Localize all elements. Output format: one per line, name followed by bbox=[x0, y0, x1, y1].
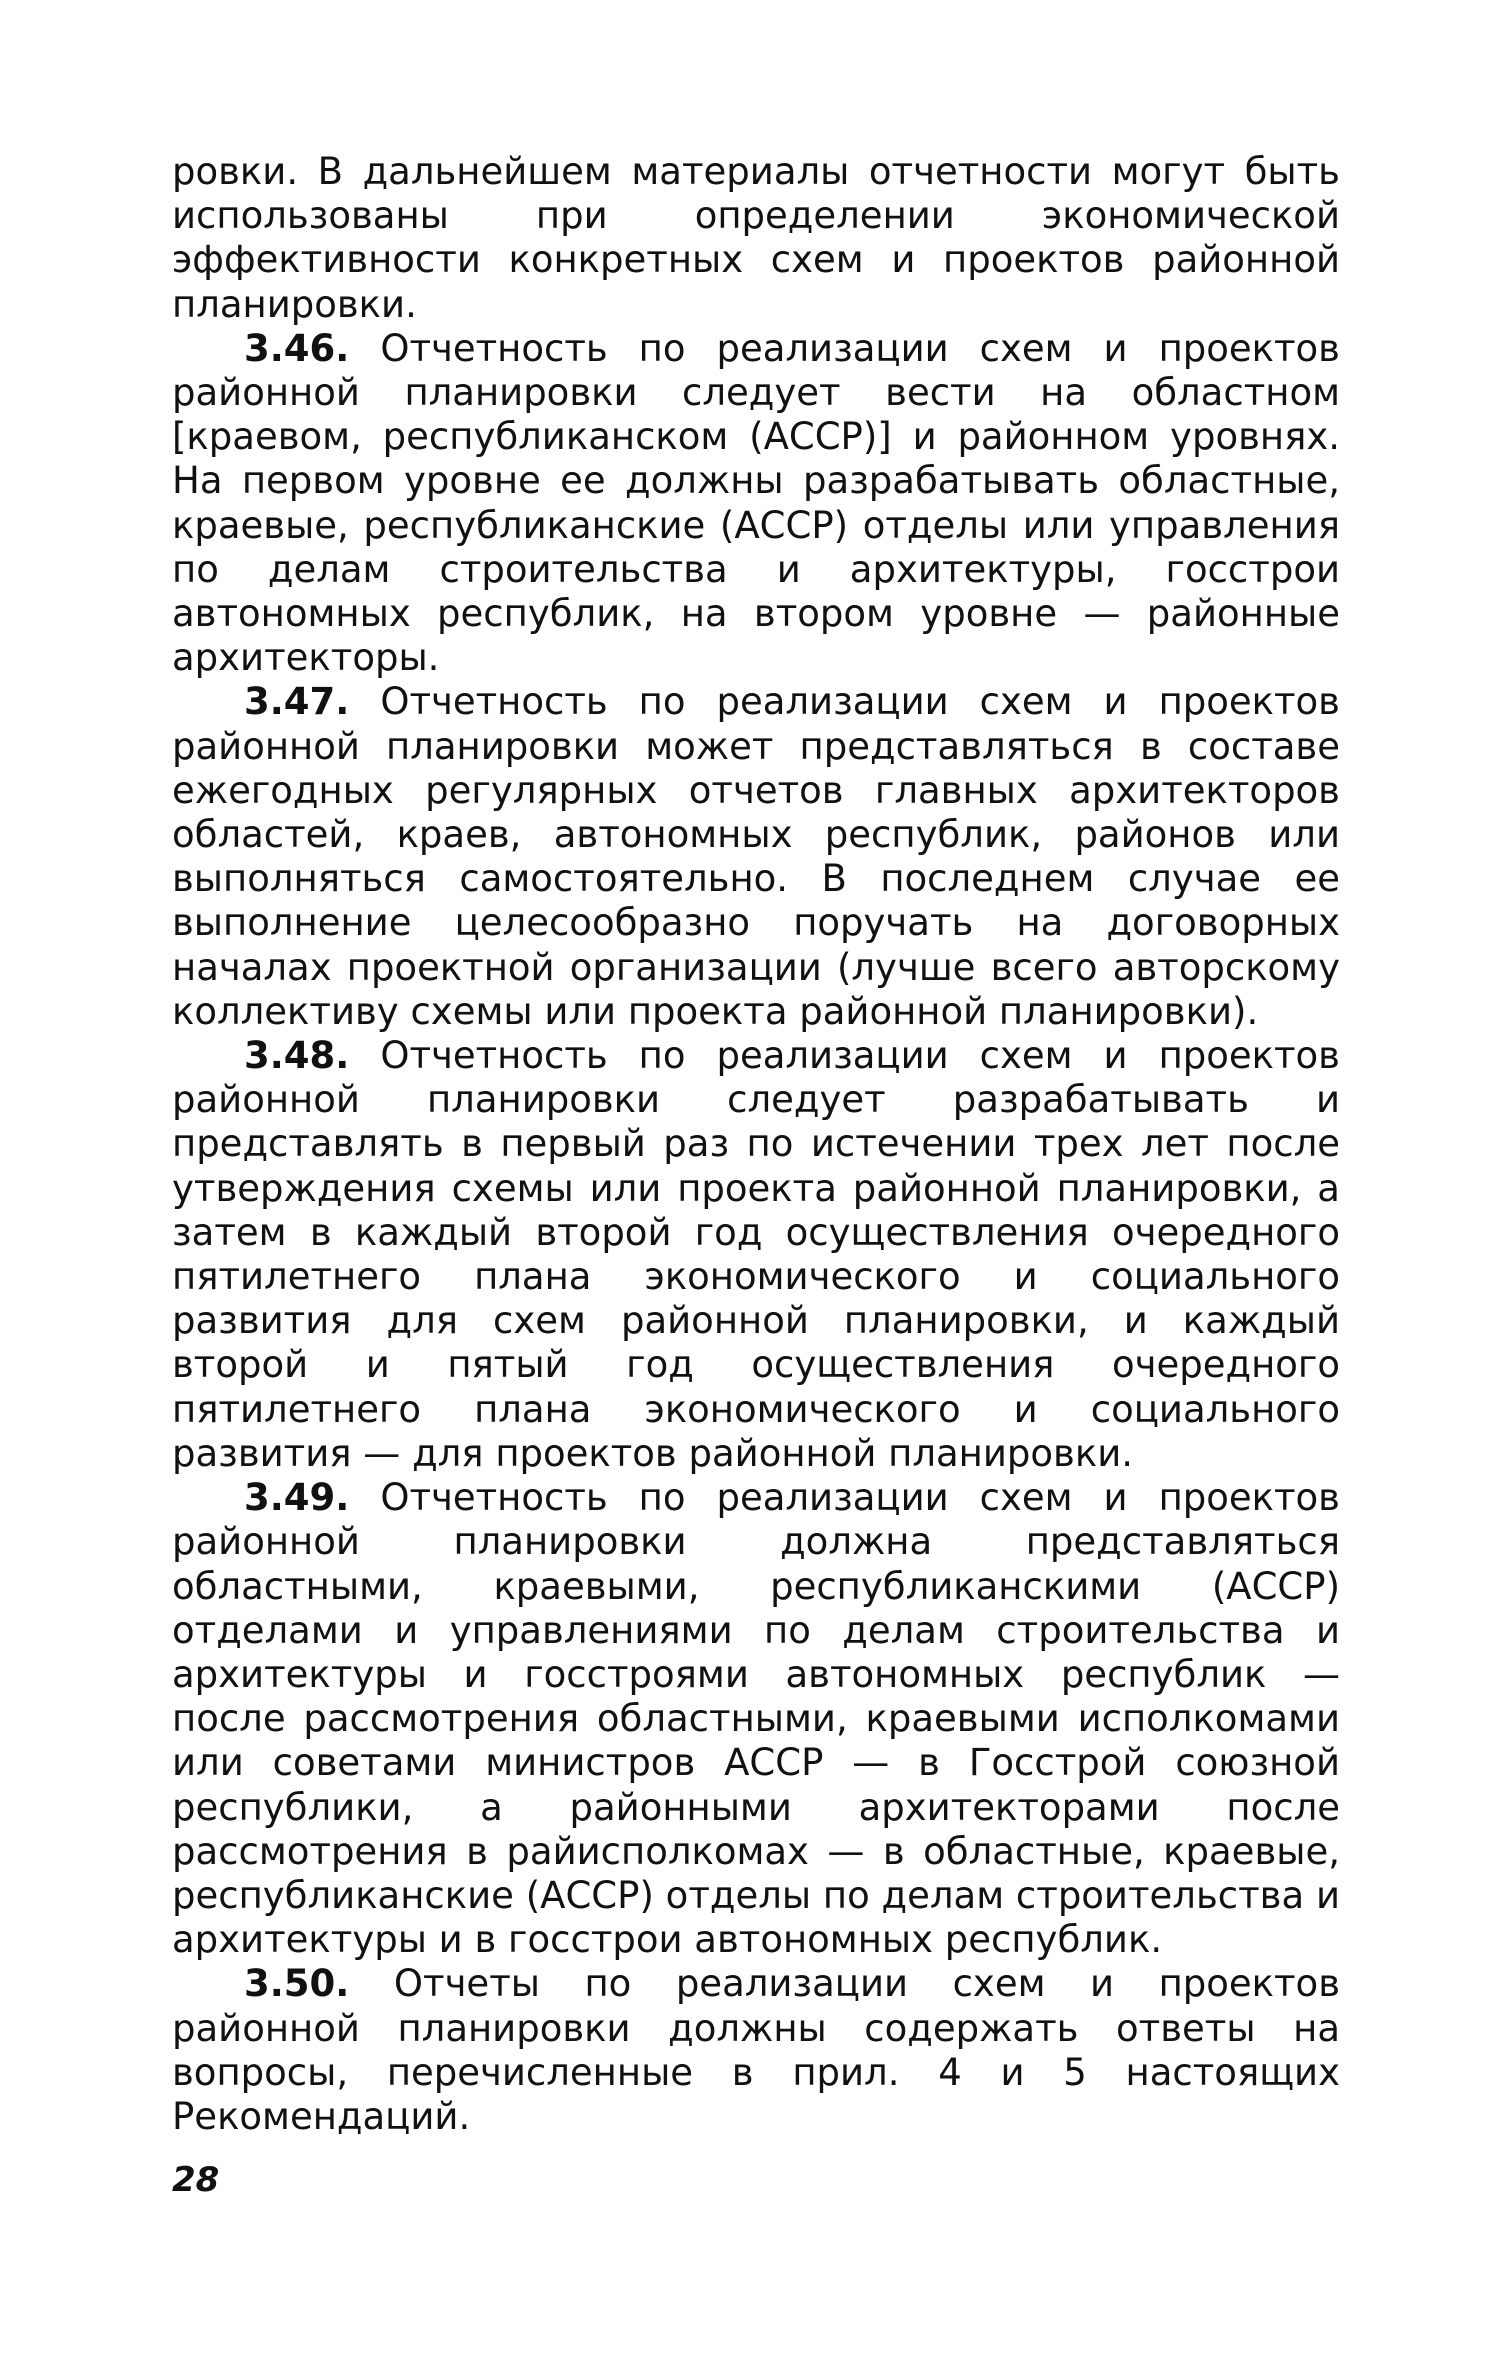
paragraph-text: Отчетность по реализации схем и проектов районной планировки следует разрабатывать и представлять в первый раз по истечении трех лет после утверждения схемы или проекта районной планировки, а затем в каждый второй год осуществления очередного пятилетнего плана экономического и социального развития для схем районной планировки, и каждый второй и пятый год осуществления очередного пятилетнего плана экономического и социального развития — для проектов районной планировки. bbox=[172, 1034, 1340, 1475]
intro-text: ровки. В дальнейшем материалы отчетности могут быть использованы при определении экономической эффективности конкретных схем и проектов районной планировки. bbox=[172, 150, 1340, 326]
paragraph-3-46 bbox=[172, 327, 1340, 681]
paragraph-number: 3.47. bbox=[244, 680, 350, 724]
paragraph-text: Отчетность по реализации схем и проектов районной планировки может представляться в составе ежегодных регулярных отчетов главных архитекторов областей, краев, автономных республик, районов или выполняться самостоятельно. В последнем случае ее выполнение целесообразно поручать на договорных началах проектной организации (лучше всего авторскому коллективу схемы или проекта районной планировки). bbox=[172, 680, 1340, 1033]
paragraph-text: Отчетность по реализации схем и проектов районной планировки следует вести на областном [краевом, республиканском (АССР)] и районном уровнях. На первом уровне ее должны разрабатывать областные, краевые, республиканские (АССР) отделы или управления по делам строительства и архитектуры, госстрои автономных республик, на втором уровне — районные архитекторы. bbox=[172, 326, 1340, 680]
paragraph-text: Отчеты по реализации схем и проектов районной планировки должны содержать ответы на вопросы, перечисленные в прил. 4 и 5 настоящих Рекомендаций. bbox=[172, 1962, 1340, 2138]
paragraph-text: Отчетность по реализации схем и проектов районной планировки должна представляться областными, краевыми, республиканскими (АССР) отделами и управлениями по делам строительства и архитектуры и госстроями автономных республик — после рассмотрения областными, краевыми исполкомами или советами министров АССР — в Госстрой союзной республики, а районными архитекторами после рассмотрения в райисполкомах — в областные, краевые, республиканские (АССР) отделы по делам строительства и архитектуры и в госстрои автономных республик. bbox=[172, 1476, 1340, 1962]
paragraph-3-47 bbox=[172, 680, 1340, 1034]
document-body bbox=[172, 150, 1340, 2139]
page-number: 28 bbox=[172, 2160, 220, 2200]
paragraph-number: 3.48. bbox=[244, 1034, 350, 1078]
intro-paragraph bbox=[172, 150, 1340, 327]
paragraph-3-49 bbox=[172, 1476, 1340, 1962]
paragraph-number: 3.49. bbox=[244, 1476, 350, 1520]
paragraph-number: 3.50. bbox=[244, 1962, 350, 2006]
paragraph-3-50 bbox=[172, 1962, 1340, 2139]
paragraph-3-48 bbox=[172, 1034, 1340, 1476]
paragraph-number: 3.46. bbox=[244, 326, 350, 370]
